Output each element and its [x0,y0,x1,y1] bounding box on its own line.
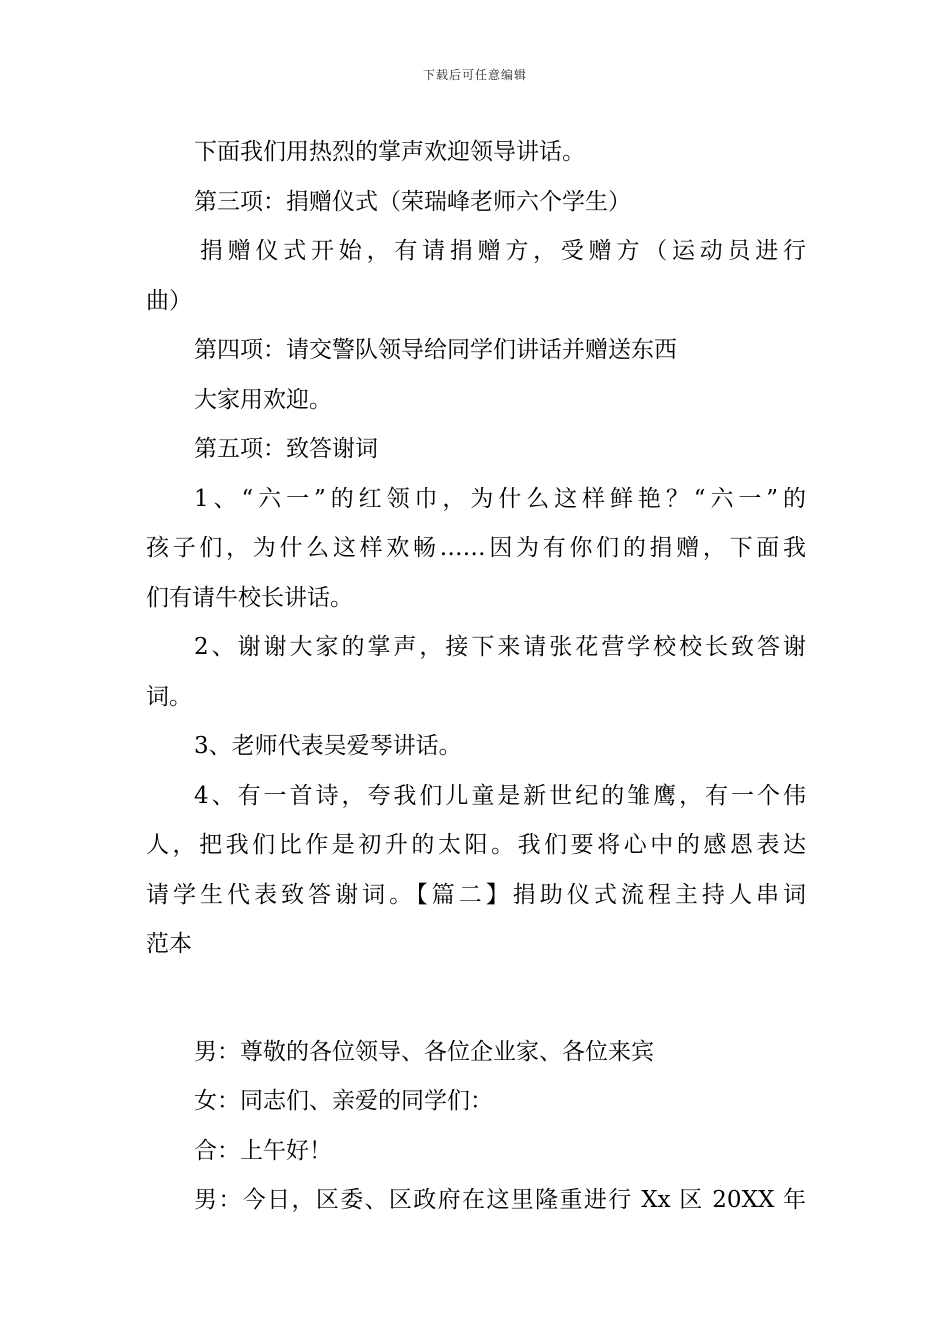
paragraph-line: 女：同志们、亲爱的同学们： [194,1088,493,1114]
paragraph-line: 们有请牛校长讲话。 [146,584,353,611]
paragraph-line: 捐赠仪式开始，有请捐赠方，受赠方（运动员进行 [200,238,806,264]
paragraph-line: 男：今日，区委、区政府在这里隆重进行 Xx 区 20XX 年 [194,1187,806,1213]
paragraph-line: 3、老师代表吴爱琴讲话。 [194,733,462,759]
paragraph-line: 请学生代表致答谢词。【篇二】捐助仪式流程主持人串词 [146,881,806,908]
paragraph-line: 孩子们，为什么这样欢畅……因为有你们的捐赠，下面我 [146,535,806,561]
paragraph-line: 下面我们用热烈的掌声欢迎领导讲话。 [194,139,585,165]
paragraph-line: 1、“六一”的红领巾，为什么这样鲜艳？“六一”的 [194,485,806,512]
paragraph-line: 大家用欢迎。 [194,386,332,413]
paragraph-line: 第五项：致答谢词 [194,436,378,462]
paragraph-line: 4、有一首诗，夸我们儿童是新世纪的雏鹰，有一个伟 [194,782,806,809]
page-header: 下载后可任意编辑 [422,68,527,82]
document-body [146,128,806,1226]
paragraph-line: 曲） [146,287,192,314]
paragraph-line: 合：上午好！ [194,1137,332,1164]
paragraph-line: 第四项：请交警队领导给同学们讲话并赠送东西 [194,337,677,363]
paragraph-line: 第三项：捐赠仪式（荣瑞峰老师六个学生） [194,188,631,215]
paragraph-spacer [146,970,806,1028]
paragraph-line: 范本 [146,931,192,957]
paragraph-line: 2、谢谢大家的掌声，接下来请张花营学校校长致答谢 [194,634,806,660]
paragraph-line: 词。 [146,683,192,710]
paragraph-line: 男：尊敬的各位领导、各位企业家、各位来宾 [194,1038,654,1065]
paragraph-line: 人，把我们比作是初升的太阳。我们要将心中的感恩表达 [146,832,806,858]
